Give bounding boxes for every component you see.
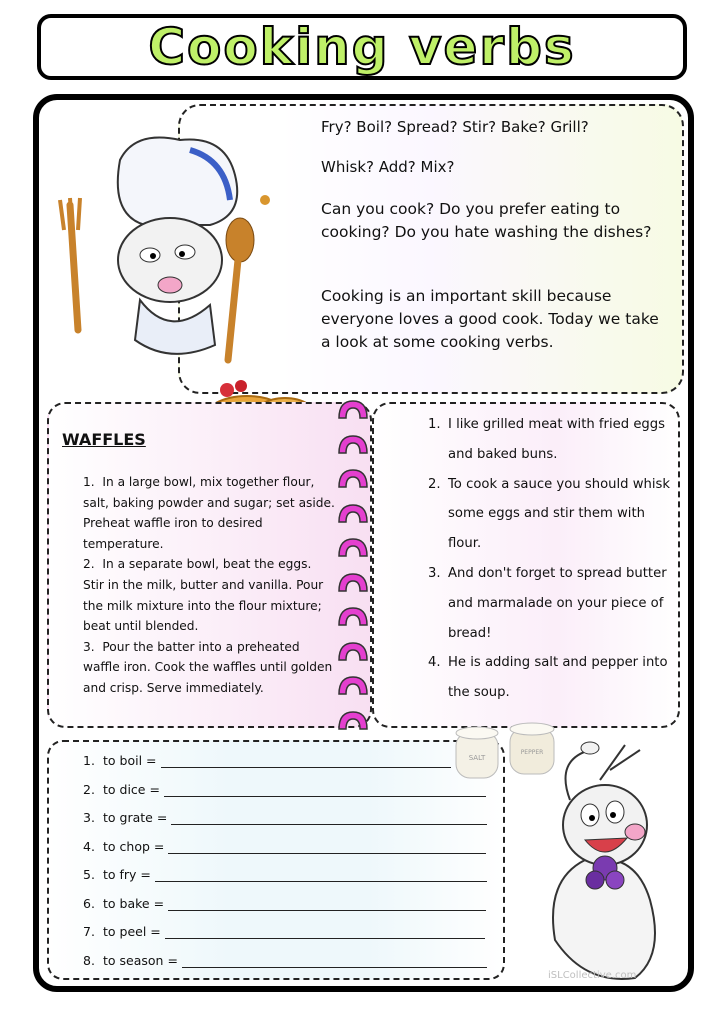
spiral-ring (336, 674, 370, 698)
recipe-step-number: 3. (83, 639, 95, 654)
spiral-ring (336, 433, 370, 457)
sentence-number: 2. (428, 476, 441, 492)
intro-questions-1: Fry? Boil? Spread? Stir? Bake? Grill? (321, 118, 589, 136)
sentence-item (428, 470, 678, 559)
sentence-number: 3. (428, 565, 441, 581)
verb-row (83, 803, 493, 825)
verb-label: to fry = (103, 867, 151, 882)
recipe-step (83, 637, 335, 699)
verb-row (83, 746, 493, 768)
sentence-text: He is adding salt and pepper into the soup. (448, 655, 668, 701)
sentence-number: 1. (428, 417, 441, 432)
chef-mouse-illustration (50, 130, 275, 365)
sentence-text: I like grilled meat with fried eggs and baked buns. (448, 417, 666, 462)
recipe-step-number: 1. (83, 475, 95, 489)
spiral-ring (336, 571, 370, 595)
verb-number: 8. (83, 953, 95, 968)
recipe-step-number: 2. (83, 557, 95, 572)
verb-row (83, 946, 493, 968)
spiral-ring (336, 640, 370, 664)
verb-number: 3. (83, 810, 95, 825)
sentence-item (428, 648, 678, 708)
page-title: Cooking verbs (148, 18, 576, 76)
verb-row (83, 832, 493, 854)
recipe-step-text: In a separate bowl, beat the eggs. Stir in the milk, butter and vanilla. Pour the milk mixture into the flour mixture; beat until blended. (83, 557, 324, 634)
title-banner (37, 14, 687, 80)
spiral-ring (336, 502, 370, 526)
verb-label: to season = (103, 953, 178, 968)
recipe-steps (83, 472, 335, 699)
spiral-ring (336, 467, 370, 491)
spiral-binding (334, 398, 374, 728)
watermark: iSLCollective.com (548, 970, 637, 981)
answer-line[interactable] (165, 937, 485, 939)
recipe-step-text: In a large bowl, mix together flour, salt, baking powder and sugar; set aside. Preheat waffle iron to desired temperature. (83, 475, 335, 551)
sentence-text: And don't forget to spread butter and marmalade on your piece of bread! (448, 565, 667, 641)
verb-number: 6. (83, 896, 95, 911)
answer-line[interactable] (161, 766, 451, 768)
recipe-step-text: Pour the batter into a preheated waffle iron. Cook the waffles until golden and crisp. Serve immediately. (83, 639, 333, 695)
verb-number: 1. (83, 753, 95, 768)
spiral-ring (336, 398, 370, 422)
intro-questions-2: Whisk? Add? Mix? (321, 158, 455, 176)
intro-paragraph-2: Cooking is an important skill because everyone loves a good cook. Today we take a look at some cooking verbs. (321, 287, 659, 351)
spiral-ring (336, 605, 370, 629)
verb-number: 2. (83, 782, 95, 797)
verb-label: to grate = (103, 810, 168, 825)
sentence-text: To cook a sauce you should whisk some eggs and stir them with flour. (448, 476, 671, 552)
verb-number: 7. (83, 924, 95, 939)
recipe-title: WAFFLES (62, 430, 146, 449)
verb-label: to bake = (103, 896, 165, 911)
sentence-list (428, 410, 678, 708)
recipe-step (83, 554, 335, 636)
answer-line[interactable] (164, 795, 486, 797)
verb-row (83, 860, 493, 882)
intro-paragraph-1: Can you cook? Do you prefer eating to cooking? Do you hate washing the dishes? (321, 200, 652, 241)
verb-number: 4. (83, 839, 95, 854)
sentence-item (428, 410, 678, 470)
verb-label: to boil = (103, 753, 157, 768)
spiral-ring (336, 709, 370, 733)
answer-line[interactable] (168, 909, 486, 911)
pepper-label: PEPPER (520, 749, 544, 756)
spiral-ring (336, 536, 370, 560)
verb-row (83, 775, 493, 797)
happy-mouse-illustration (515, 740, 685, 985)
answer-line[interactable] (168, 852, 486, 854)
answer-line[interactable] (155, 880, 487, 882)
verb-row (83, 917, 493, 939)
verb-row (83, 889, 493, 911)
answer-line[interactable] (171, 823, 487, 825)
salt-label: SALT (468, 754, 486, 762)
verb-label: to chop = (103, 839, 165, 854)
recipe-step (83, 472, 335, 554)
verb-label: to peel = (103, 924, 161, 939)
verb-label: to dice = (103, 782, 160, 797)
sentence-item (428, 559, 678, 648)
sentence-number: 4. (428, 655, 441, 671)
verb-number: 5. (83, 867, 95, 882)
answer-line[interactable] (182, 966, 487, 968)
